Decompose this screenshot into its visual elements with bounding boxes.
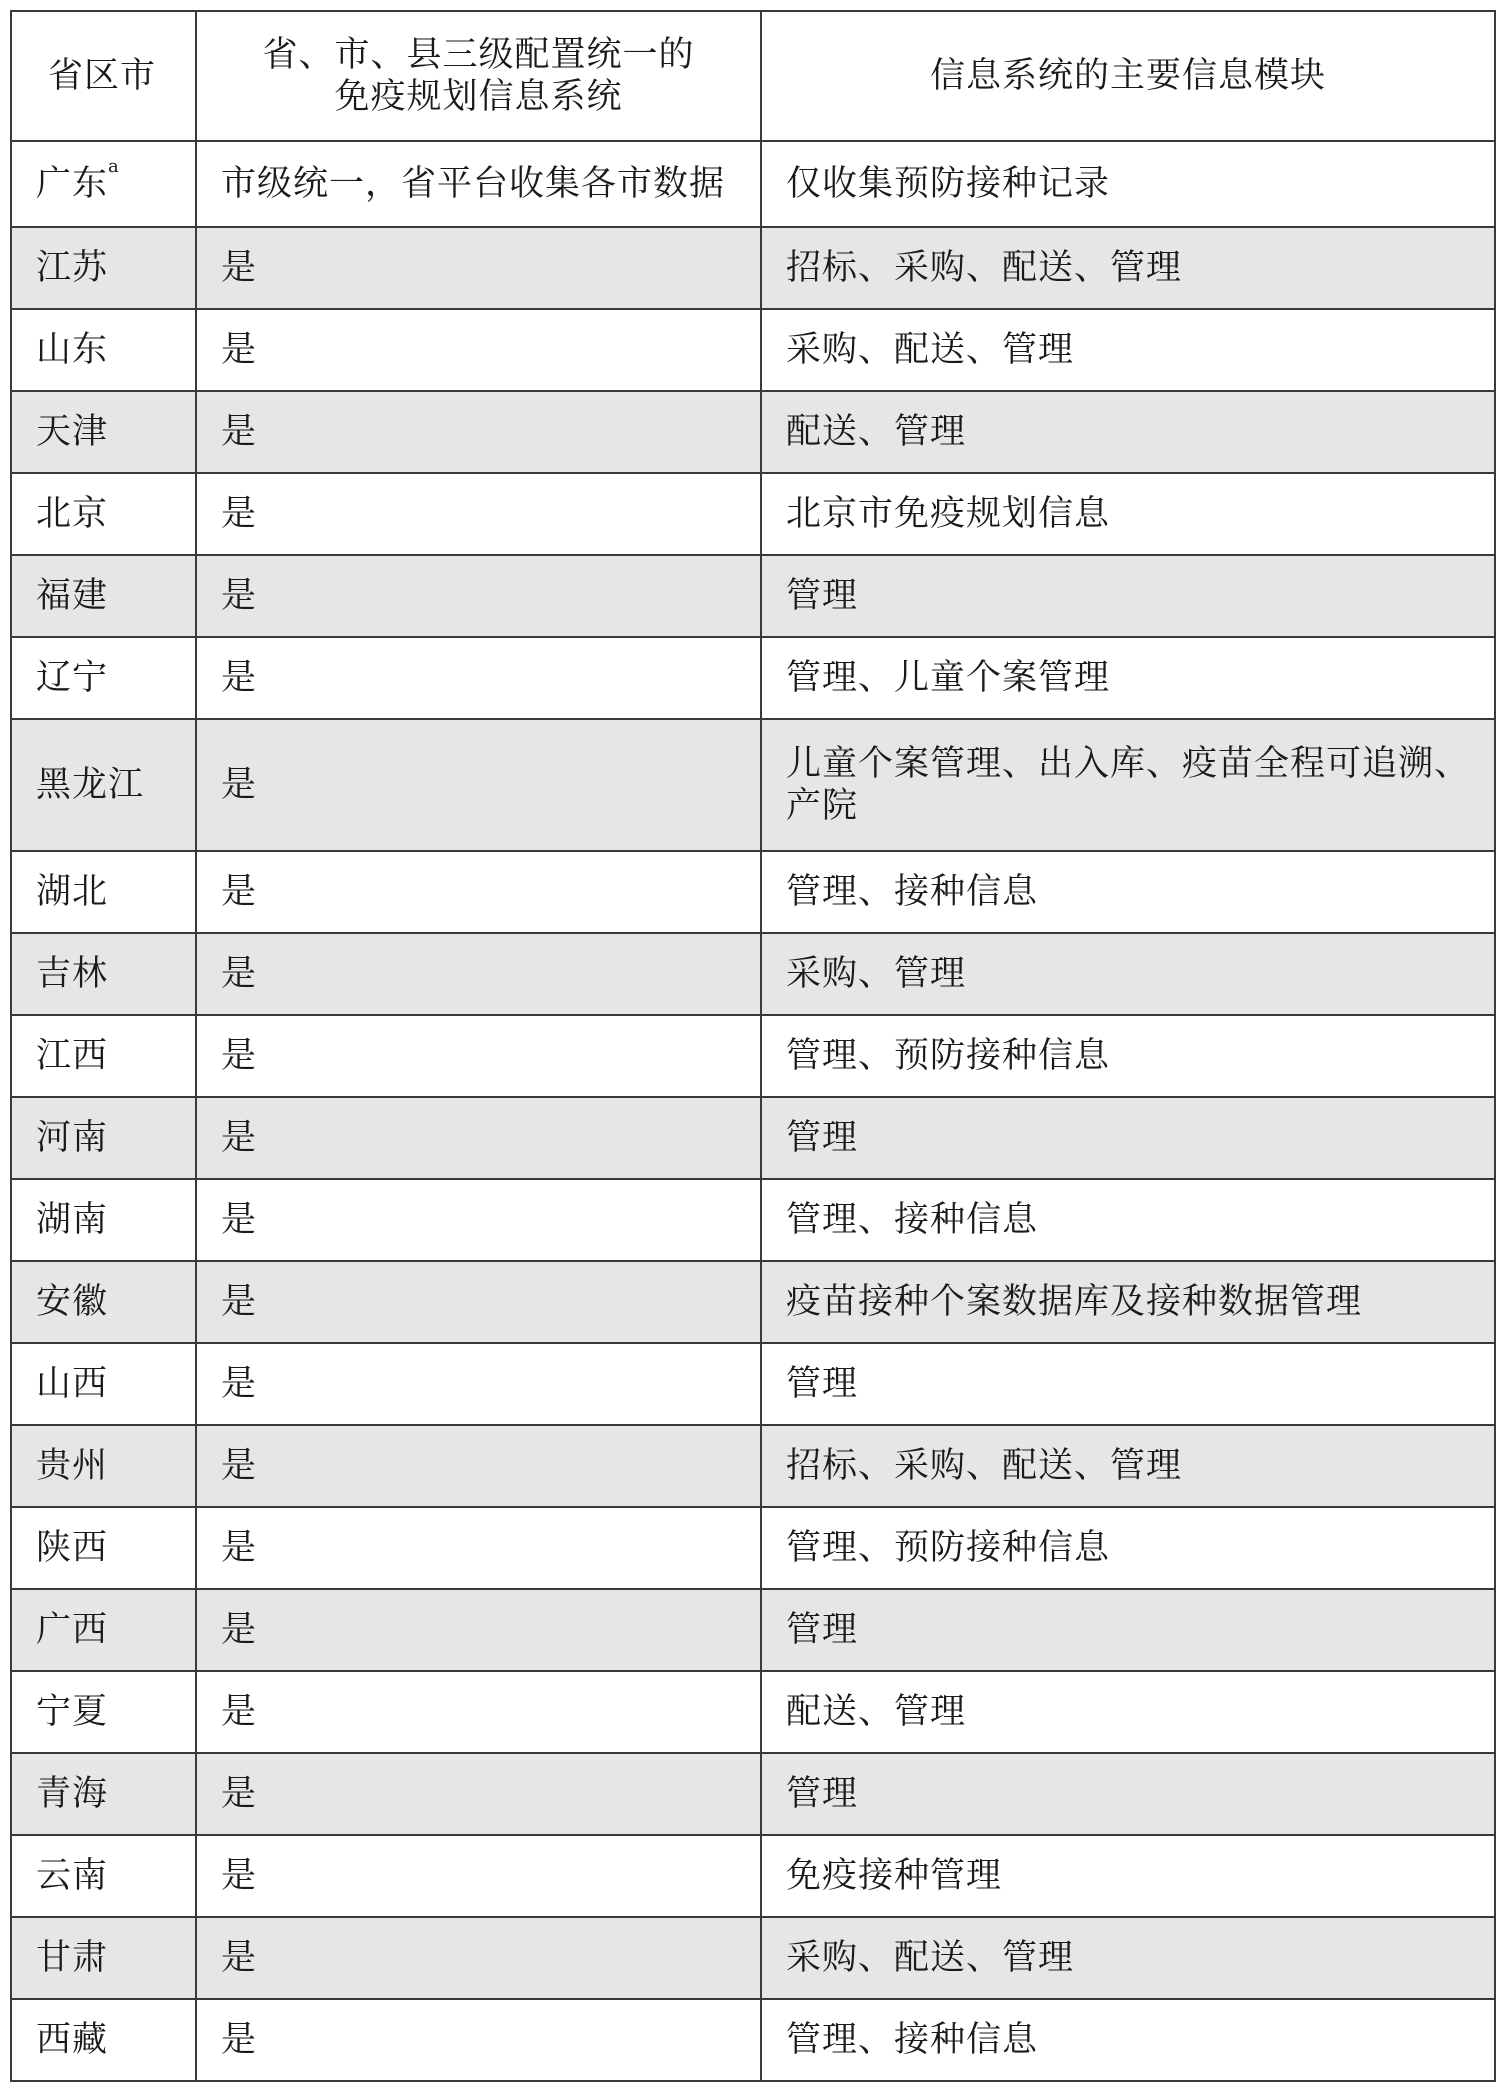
cell-unified: 是: [196, 1015, 761, 1097]
footnote-marker: a: [108, 156, 120, 177]
cell-province: 吉林: [11, 933, 196, 1015]
cell-modules: 疫苗接种个案数据库及接种数据管理: [761, 1261, 1495, 1343]
cell-unified: 市级统一，省平台收集各市数据: [196, 141, 761, 227]
table-row: [11, 473, 1495, 555]
table-row: [11, 391, 1495, 473]
cell-unified: 是: [196, 555, 761, 637]
cell-modules: 管理、接种信息: [761, 851, 1495, 933]
table-row: [11, 1507, 1495, 1589]
cell-unified: 是: [196, 1343, 761, 1425]
cell-modules: 管理: [761, 1753, 1495, 1835]
table-row: [11, 1179, 1495, 1261]
cell-unified: 是: [196, 1753, 761, 1835]
cell-modules: 儿童个案管理、出入库、疫苗全程可追溯、产院: [761, 719, 1495, 851]
cell-province: 黑龙江: [11, 719, 196, 851]
cell-province: 陕西: [11, 1507, 196, 1589]
table-row: [11, 1671, 1495, 1753]
cell-province: 天津: [11, 391, 196, 473]
table-row: [11, 309, 1495, 391]
cell-modules: 管理、预防接种信息: [761, 1507, 1495, 1589]
cell-unified: 是: [196, 473, 761, 555]
table-row: [11, 637, 1495, 719]
cell-unified: 是: [196, 851, 761, 933]
cell-province: 云南: [11, 1835, 196, 1917]
cell-modules: 管理: [761, 1097, 1495, 1179]
cell-modules: 采购、配送、管理: [761, 309, 1495, 391]
cell-province: 江西: [11, 1015, 196, 1097]
cell-unified: 是: [196, 391, 761, 473]
cell-unified: 是: [196, 227, 761, 309]
cell-modules: 北京市免疫规划信息: [761, 473, 1495, 555]
table-row: [11, 1835, 1495, 1917]
table-row: [11, 1097, 1495, 1179]
cell-modules: 采购、配送、管理: [761, 1917, 1495, 1999]
table-row: [11, 555, 1495, 637]
cell-unified: 是: [196, 1999, 761, 2081]
cell-province: 河南: [11, 1097, 196, 1179]
cell-modules: 招标、采购、配送、管理: [761, 1425, 1495, 1507]
cell-unified: 是: [196, 1917, 761, 1999]
table-row: [11, 1753, 1495, 1835]
cell-modules: 管理: [761, 1343, 1495, 1425]
table-row: [11, 1425, 1495, 1507]
header-unified-system: [196, 11, 761, 141]
cell-modules: 管理、预防接种信息: [761, 1015, 1495, 1097]
cell-province: 安徽: [11, 1261, 196, 1343]
cell-unified: 是: [196, 637, 761, 719]
cell-unified: 是: [196, 719, 761, 851]
cell-unified: 是: [196, 1261, 761, 1343]
table-row: [11, 1917, 1495, 1999]
table-row: [11, 141, 1495, 227]
cell-unified: 是: [196, 1507, 761, 1589]
cell-modules: 招标、采购、配送、管理: [761, 227, 1495, 309]
cell-province: 湖北: [11, 851, 196, 933]
header-unified-system-line2: 免疫规划信息系统: [334, 77, 623, 117]
cell-province: 广西: [11, 1589, 196, 1671]
cell-unified: 是: [196, 1425, 761, 1507]
cell-unified: 是: [196, 309, 761, 391]
cell-modules: 采购、管理: [761, 933, 1495, 1015]
table-header: [11, 11, 1495, 141]
table-row: [11, 719, 1495, 851]
table-body: [11, 141, 1495, 2081]
cell-province: 西藏: [11, 1999, 196, 2081]
cell-modules: 免疫接种管理: [761, 1835, 1495, 1917]
cell-modules: 管理、儿童个案管理: [761, 637, 1495, 719]
cell-modules: 管理: [761, 1589, 1495, 1671]
cell-modules: 仅收集预防接种记录: [761, 141, 1495, 227]
table-row: [11, 1999, 1495, 2081]
table-row: [11, 851, 1495, 933]
cell-unified: 是: [196, 1671, 761, 1753]
table-row: [11, 1589, 1495, 1671]
cell-province: 江苏: [11, 227, 196, 309]
cell-province: 福建: [11, 555, 196, 637]
cell-province: 北京: [11, 473, 196, 555]
table-row: [11, 227, 1495, 309]
cell-modules: 配送、管理: [761, 1671, 1495, 1753]
cell-province: [11, 141, 196, 227]
immunization-info-system-table: [10, 10, 1496, 2082]
cell-unified: 是: [196, 1179, 761, 1261]
header-modules: 信息系统的主要信息模块: [761, 11, 1495, 141]
table-row: [11, 1015, 1495, 1097]
table-row: [11, 933, 1495, 1015]
table-row: [11, 1343, 1495, 1425]
cell-province: 湖南: [11, 1179, 196, 1261]
cell-province: 甘肃: [11, 1917, 196, 1999]
province-label: 广东: [36, 164, 109, 204]
cell-unified: 是: [196, 1835, 761, 1917]
cell-unified: 是: [196, 1589, 761, 1671]
header-row: [11, 11, 1495, 141]
cell-unified: 是: [196, 1097, 761, 1179]
cell-province: 辽宁: [11, 637, 196, 719]
header-province: 省区市: [11, 11, 196, 141]
cell-modules: 配送、管理: [761, 391, 1495, 473]
cell-modules: 管理、接种信息: [761, 1999, 1495, 2081]
header-unified-system-line1: 省、市、县三级配置统一的: [262, 35, 695, 75]
cell-province: 贵州: [11, 1425, 196, 1507]
cell-modules: 管理: [761, 555, 1495, 637]
cell-province: 青海: [11, 1753, 196, 1835]
cell-province: 宁夏: [11, 1671, 196, 1753]
cell-province: 山东: [11, 309, 196, 391]
cell-modules: 管理、接种信息: [761, 1179, 1495, 1261]
cell-unified: 是: [196, 933, 761, 1015]
table-row: [11, 1261, 1495, 1343]
cell-province: 山西: [11, 1343, 196, 1425]
